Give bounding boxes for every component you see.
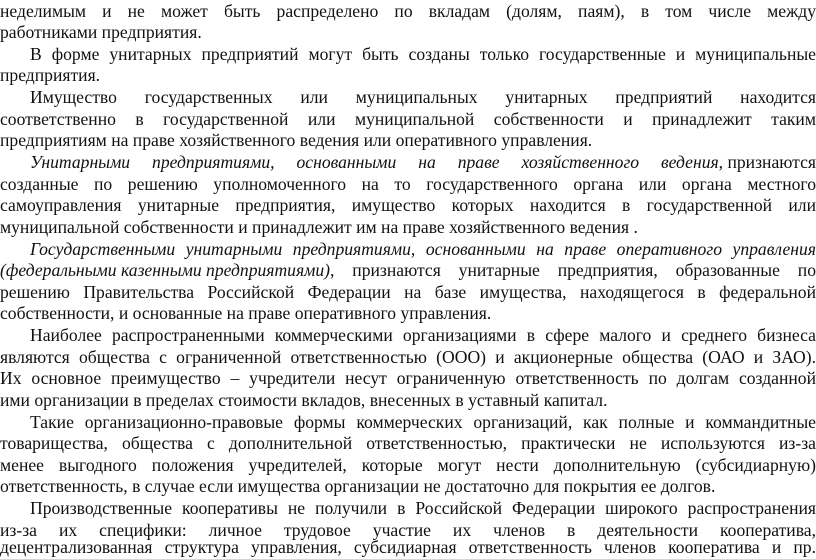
text-line: ими организации в пределах стоимости вкладов, внесенных в уставный капитал. <box>0 390 608 410</box>
text-line: Имущество государственных или муниципальных унитарных предприятий находится <box>30 87 816 107</box>
text-line: неделимым и не может быть распределено по вкладам (долям, паям), в том числе между <box>0 1 816 21</box>
italic-term: Унитарными предприятиями, основанными на праве хозяйственного ведения <box>30 152 719 172</box>
text-line: работниками предприятия. <box>0 22 202 42</box>
text-line: децентрализованная структура управления, субсидиарная ответственность членов кооператива и пр. <box>0 537 816 557</box>
text-fragment: , признаются унитарные предприятия, образованные по <box>330 260 816 280</box>
text-line: товарищества, общества с дополнительной ответственностью, практически не используются из-за <box>0 433 816 453</box>
italic-term: Государственными унитарными предприятиями, основанными на праве оперативного управления <box>30 239 816 259</box>
text-line: предприятия. <box>0 65 101 85</box>
text-line: предприятиям на праве хозяйственного ведения или оперативного управления. <box>0 130 593 150</box>
text-line: являются общества с ограниченной ответственностью (ООО) и акционерные общества (ОАО и ЗАО). <box>0 347 816 367</box>
text-line: Наиболее распространенными коммерческими организациями в сфере малого и среднего бизнеса <box>30 325 816 345</box>
text-line: В форме унитарных предприятий могут быть созданы только государственные и муниципальные <box>30 44 816 64</box>
text-line: Их основное преимущество – учредители несут ограниченную ответственность по долгам созданной <box>0 368 816 388</box>
text-line <box>0 259 816 282</box>
text-line: муниципальной собственности и принадлежит им на праве хозяйственного ведения . <box>0 217 638 237</box>
text-line: менее выгодного положения учредителей, которые могут нести дополнительную (субсидиарную) <box>0 455 816 475</box>
italic-term: (федеральными казенными предприятиями) <box>0 260 331 280</box>
text-line <box>30 151 816 174</box>
text-fragment: , признаются <box>718 152 816 172</box>
text-line: соответственно в государственной или муниципальной собственности и принадлежит таким <box>0 109 816 129</box>
text-line: Такие организационно-правовые формы коммерческих организаций, как полные и коммандитные <box>30 412 816 432</box>
text-line: созданные по решению уполномоченного на то государственного органа или органа местного <box>0 174 816 194</box>
text-line: ответственность, в случае если имущества организации не достаточно для покрытия ее долгов. <box>0 476 716 496</box>
text-line: собственности, и основанные на праве оперативного управления. <box>0 303 492 323</box>
text-line: Производственные кооперативы не получили в Российской Федерации широкого распространения <box>30 498 816 518</box>
text-line: самоуправления унитарные предприятия, имущество которых находится в государственной или <box>0 195 816 215</box>
text-line: из-за их специфики: личное трудовое участие их членов в деятельности кооператива, <box>0 520 816 540</box>
text-line: решению Правительства Российской Федерации на базе имущества, находящегося в федеральной <box>0 282 816 302</box>
